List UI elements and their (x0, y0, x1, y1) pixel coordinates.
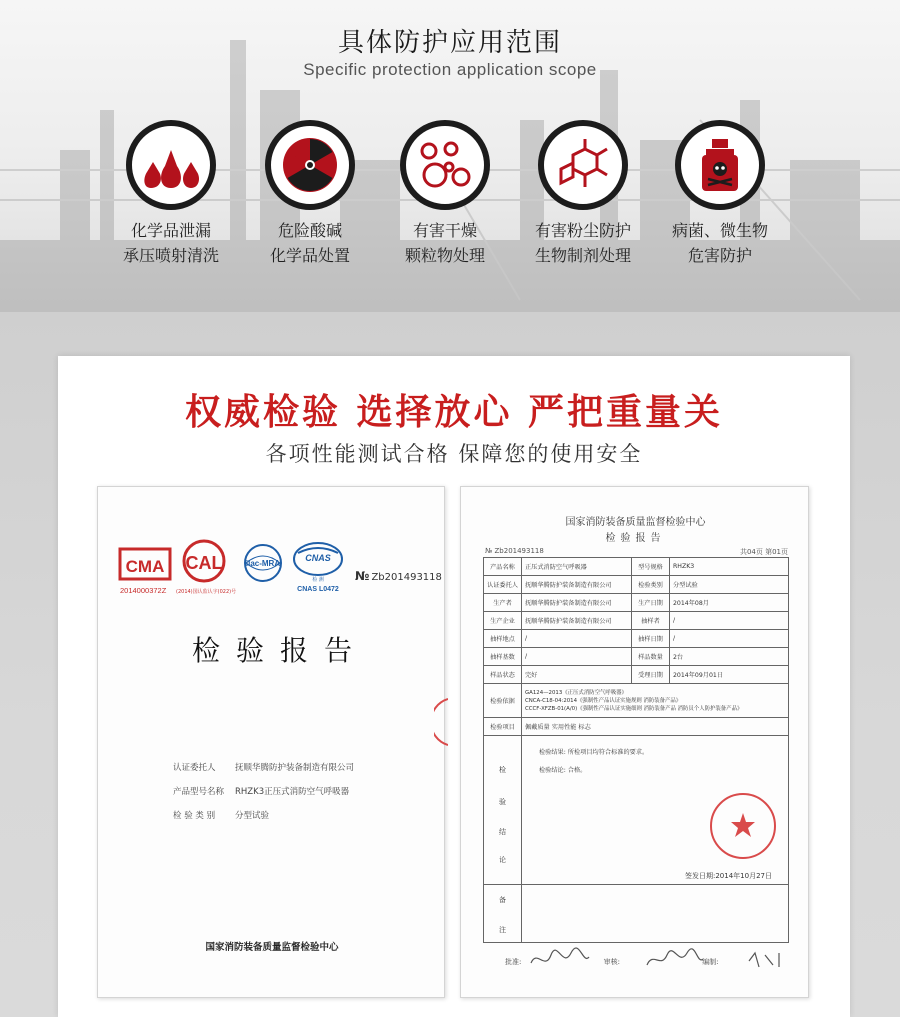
table-cell: 检验项目 (484, 718, 522, 736)
table-cell: 抚顺华腾防护装备制造有限公司 (522, 594, 632, 612)
info-key: 产品型号名称 (173, 787, 225, 797)
remark-label (484, 885, 522, 943)
remark-box (483, 885, 789, 943)
inspection-subtitle: 各项性能测试合格 保障您的使用安全 (265, 442, 643, 466)
table-cell: 完好 (522, 666, 632, 684)
table-cell: 生产日期 (632, 594, 670, 612)
approve-label: 批准: (505, 958, 522, 966)
inspection-report-cover (97, 486, 445, 998)
table-cell: 产品名称 (484, 558, 522, 576)
cma-logo-text: CMA (125, 557, 165, 576)
scope-item-line2: 化学品处置 (269, 246, 350, 265)
cal-code: (2014)国认监认字(022)号 (176, 589, 237, 595)
stamp-edge (434, 697, 448, 747)
table-cell: 正压式消防空气呼吸器 (522, 558, 632, 576)
signing-date: 签发日期:2014年10月27日 (685, 872, 772, 880)
table-cell: / (522, 648, 632, 666)
ilac-logo-text: ilac-MRA (245, 559, 281, 568)
report-number-value: Zb201493118 (371, 572, 442, 583)
table-cell: 样品数量 (632, 648, 670, 666)
label-char: 论 (499, 856, 506, 864)
table-cell: 检验依据 (484, 684, 522, 718)
table-row (484, 594, 789, 612)
table-cell: 2014年08月 (670, 594, 789, 612)
cal-logo-text: CAL (185, 553, 223, 573)
label-char: 注 (499, 926, 506, 934)
table-cell: / (670, 612, 789, 630)
table-row (484, 648, 789, 666)
info-row-client (173, 761, 354, 773)
conclusion-box (483, 735, 789, 885)
table-cell: 抽样基数 (484, 648, 522, 666)
certification-logos (118, 539, 358, 601)
label-char: 结 (499, 828, 506, 836)
poison-bottle-icon (675, 120, 765, 210)
table-cell: 抽样者 (632, 612, 670, 630)
scope-item-line2: 生物制剂处理 (534, 246, 631, 265)
table-row (484, 684, 789, 718)
report-page-title: 检验报告 (605, 533, 666, 544)
table-row (484, 576, 789, 594)
table-cell: 佩戴质量 实用性能 标志 (522, 718, 789, 736)
scope-item-dry-particles (370, 120, 520, 268)
label-char: 检 (499, 766, 506, 774)
label-char: 备 (499, 896, 506, 904)
table-cell: 生产者 (484, 594, 522, 612)
info-value: 分型试验 (235, 811, 270, 821)
info-key: 检 验 类 别 (173, 811, 216, 821)
label-char: 验 (499, 798, 506, 806)
scope-subtitle: Specific protection application scope (303, 60, 597, 79)
scope-item-line1: 有害粉尘防护 (534, 221, 631, 240)
table-cell: / (670, 630, 789, 648)
table-cell: / (522, 630, 632, 648)
report-number (355, 569, 442, 583)
conclusion-result: 检验结果: 所检项目均符合标准的要求。 (539, 749, 649, 756)
cal-logo (176, 541, 236, 595)
table-cell-basis (522, 684, 789, 718)
cnas-code: CNAS L0472 (297, 586, 339, 593)
particles-icon (400, 120, 490, 210)
scope-item-microbes (645, 120, 795, 268)
table-cell: 抚顺华腾防护装备制造有限公司 (522, 612, 632, 630)
table-cell: 2014年09月01日 (670, 666, 789, 684)
info-key: 认证委托人 (173, 763, 216, 773)
table-cell: 分型试验 (670, 576, 789, 594)
scope-item-line1: 病菌、微生物 (671, 221, 768, 240)
report-number: № Zb201493118 (485, 547, 544, 555)
table-cell: 生产企业 (484, 612, 522, 630)
info-row-category (173, 809, 269, 821)
table-cell: 抽样地点 (484, 630, 522, 648)
table-cell: 样品状态 (484, 666, 522, 684)
liquid-drops-icon (126, 120, 216, 210)
table-cell: 抽样日期 (632, 630, 670, 648)
inspection-title: 权威检验 选择放心 严把重量关 (184, 392, 724, 433)
scope-item-line2: 承压喷射清洗 (122, 246, 219, 265)
info-value: RHZK3正压式消防空气呼吸器 (235, 787, 350, 797)
scope-item-line1: 有害干燥 (412, 221, 477, 240)
table-cell: 抚顺华腾防护装备制造有限公司 (522, 576, 632, 594)
report-title: 检验报告 (191, 634, 368, 667)
basis-line: GA124—2013《正压式消防空气呼吸器》 (525, 689, 627, 696)
molecule-icon (538, 120, 628, 210)
handwritten-signatures (527, 945, 787, 975)
issuer-name: 国家消防装备质量监督检验中心 (205, 942, 339, 953)
scope-item-line1: 化学品泄漏 (130, 221, 211, 240)
basis-line: CCCF-XFZB-01(A/0)《强制性产品认证实施细则 消防装备产品 消防员个人防护装备产品》 (525, 705, 743, 712)
review-label: 审核: (603, 958, 620, 966)
table-row (484, 630, 789, 648)
conclusion-verdict: 检验结论: 合格。 (539, 767, 587, 774)
scope-item-line1: 危险酸碱 (277, 221, 342, 240)
table-cell: 受理日期 (632, 666, 670, 684)
table-cell: 认证委托人 (484, 576, 522, 594)
scope-item-chemical-leak (96, 120, 246, 268)
info-row-product (173, 785, 349, 797)
basis-line: CNCA-C18-04:2014《强制性产品认证实施规则 消防装备产品》 (525, 697, 682, 704)
table-cell: RHZK3 (670, 558, 789, 576)
scope-item-dust-bio (508, 120, 658, 268)
info-value: 抚顺华腾防护装备制造有限公司 (235, 763, 355, 773)
table-cell: 检验类别 (632, 576, 670, 594)
table-row (484, 666, 789, 684)
cma-logo (120, 549, 170, 595)
scope-item-line2: 颗粒物处理 (404, 246, 485, 265)
ilac-mra-logo (245, 545, 281, 581)
report-table (483, 557, 789, 736)
scope-title: 具体防护应用范围 (337, 28, 562, 58)
page-count: 共04页 第01页 (739, 548, 788, 556)
table-row (484, 718, 789, 736)
official-seal-icon (708, 791, 778, 861)
report-issuer: 国家消防装备质量监督检验中心 (565, 517, 706, 528)
cnas-logo (294, 543, 342, 593)
compile-label: 编制: (702, 958, 719, 966)
radiation-icon (265, 120, 355, 210)
scope-item-acid-base (235, 120, 385, 268)
table-cell: 2台 (670, 648, 789, 666)
conclusion-label (484, 735, 522, 885)
table-row (484, 612, 789, 630)
table-cell: 型号规格 (632, 558, 670, 576)
cnas-sub: 检 测 (312, 577, 324, 583)
inspection-report-page (460, 486, 809, 998)
number-symbol: № (355, 569, 370, 583)
table-row (484, 558, 789, 576)
cnas-logo-text: CNAS (305, 553, 331, 563)
scope-item-line2: 危害防护 (687, 246, 752, 265)
cma-code: 2014000372Z (120, 586, 167, 595)
